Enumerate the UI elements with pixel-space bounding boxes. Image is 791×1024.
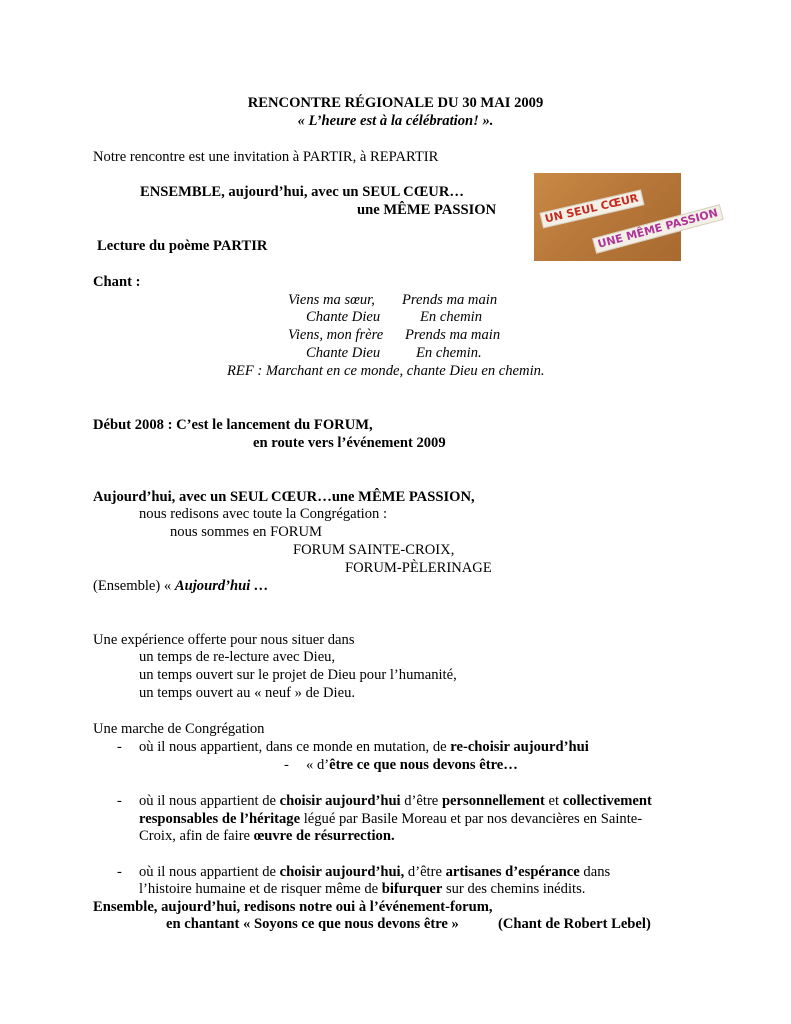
today-line-1: nous redisons avec toute la Congrégation : (139, 506, 388, 522)
chant-line-4b: En chemin. (416, 345, 482, 361)
ensemble-bold: Aujourd’hui … (174, 578, 269, 594)
bold-run: responsables de l’héritage (139, 811, 301, 827)
experience-line-4: un temps ouvert au « neuf » de Dieu. (139, 685, 356, 701)
march-bullet-1-sub-prefix: « d’ (306, 757, 330, 773)
document-title: RENCONTRE RÉGIONALE DU 30 MAI 2009 (247, 95, 544, 111)
text-run: Croix, afin de faire (139, 828, 254, 844)
text-run: l’histoire humaine et de risquer même de (139, 881, 382, 897)
bold-run: œuvre de résurrection. (253, 828, 395, 844)
chant-line-1b: Prends ma main (402, 292, 498, 308)
bold-run: bifurquer (381, 881, 443, 897)
bold-run: collectivement (562, 793, 652, 809)
text-run: dans (579, 864, 611, 880)
march-bullet-2-line-3 (139, 827, 395, 845)
chant-line-3a: Viens, mon frère (288, 327, 384, 343)
closing-line-2: en chantant « Soyons ce que nous devons être » (166, 916, 459, 932)
together-line-2: une MÊME PASSION (357, 202, 497, 218)
ensemble-prefix: (Ensemble) « (93, 578, 175, 594)
chant-line-2b: En chemin (420, 309, 483, 325)
lecture-line: Lecture du poème PARTIR (97, 238, 268, 254)
banner-photo (534, 173, 720, 261)
together-line-1: ENSEMBLE, aujourd’hui, avec un SEUL CŒUR… (140, 184, 464, 200)
march-bullet-3-line-2 (139, 880, 585, 898)
today-line-3: FORUM SAINTE-CROIX, (293, 542, 455, 558)
bullet-dash-1: - (117, 739, 122, 755)
text-run: et (544, 793, 563, 809)
chant-line-2a: Chante Dieu (306, 309, 381, 325)
photo-strip-seul-coeur: UN SEUL CŒUR (540, 190, 644, 229)
today-heading: Aujourd’hui, avec un SEUL CŒUR…une MÊME PASSION, (93, 489, 475, 505)
march-bullet-2-line-1 (139, 792, 652, 810)
today-line-4: FORUM-PÈLERINAGE (345, 560, 492, 576)
march-bullet-2-line-2 (139, 810, 642, 828)
experience-line-2: un temps de re-lecture avec Dieu, (139, 649, 336, 665)
chant-label: Chant : (93, 274, 141, 290)
today-line-2: nous sommes en FORUM (170, 524, 323, 540)
experience-line-1: Une expérience offerte pour nous situer dans (93, 632, 355, 648)
march-bullet-1-bold: re-choisir aujourd’hui (450, 739, 589, 755)
debut-line-1: Début 2008 : C’est le lancement du FORUM, (93, 417, 373, 433)
ensemble-line (93, 577, 269, 595)
bullet-dash-3: - (117, 864, 122, 880)
closing-line-1: Ensemble, aujourd’hui, redisons notre oui à l’événement-forum, (93, 899, 493, 915)
bold-run: personnellement (441, 793, 545, 809)
photo-strip-meme-passion: UNE MÊME PASSION (592, 204, 723, 254)
text-run: où il nous appartient de (139, 793, 280, 809)
bold-run: choisir aujourd’hui (279, 793, 401, 809)
text-run: où il nous appartient de (139, 864, 280, 880)
closing-credit: (Chant de Robert Lebel) (498, 916, 651, 932)
bold-run: artisanes d’espérance (445, 864, 580, 880)
march-bullet-3-line-1 (139, 863, 610, 881)
experience-line-3: un temps ouvert sur le projet de Dieu pour l’humanité, (139, 667, 457, 683)
bullet-dash-2: - (117, 793, 122, 809)
bold-run: choisir aujourd’hui, (279, 864, 405, 880)
march-bullet-1-sub (306, 756, 518, 774)
march-bullet-1 (139, 738, 589, 756)
chant-line-4a: Chante Dieu (306, 345, 381, 361)
bullet-dash-sub: - (284, 757, 289, 773)
chant-line-3b: Prends ma main (405, 327, 501, 343)
text-run: d’être (404, 864, 446, 880)
march-bullet-1-sub-bold: être ce que nous devons être… (329, 757, 518, 773)
text-run: d’être (400, 793, 442, 809)
march-bullet-1-text: où il nous appartient, dans ce monde en mutation, de (139, 739, 451, 755)
chant-refrain: REF : Marchant en ce monde, chante Dieu en chemin. (227, 363, 545, 379)
document-subtitle: « L’heure est à la célébration! ». (297, 113, 494, 129)
text-run: légué par Basile Moreau et par nos devancières en Sainte- (300, 811, 643, 827)
debut-line-2: en route vers l’événement 2009 (253, 435, 446, 451)
text-run: sur des chemins inédits. (442, 881, 586, 897)
march-heading: Une marche de Congrégation (93, 721, 265, 737)
chant-line-1a: Viens ma sœur, (288, 292, 375, 308)
intro-line: Notre rencontre est une invitation à PARTIR, à REPARTIR (93, 149, 439, 165)
